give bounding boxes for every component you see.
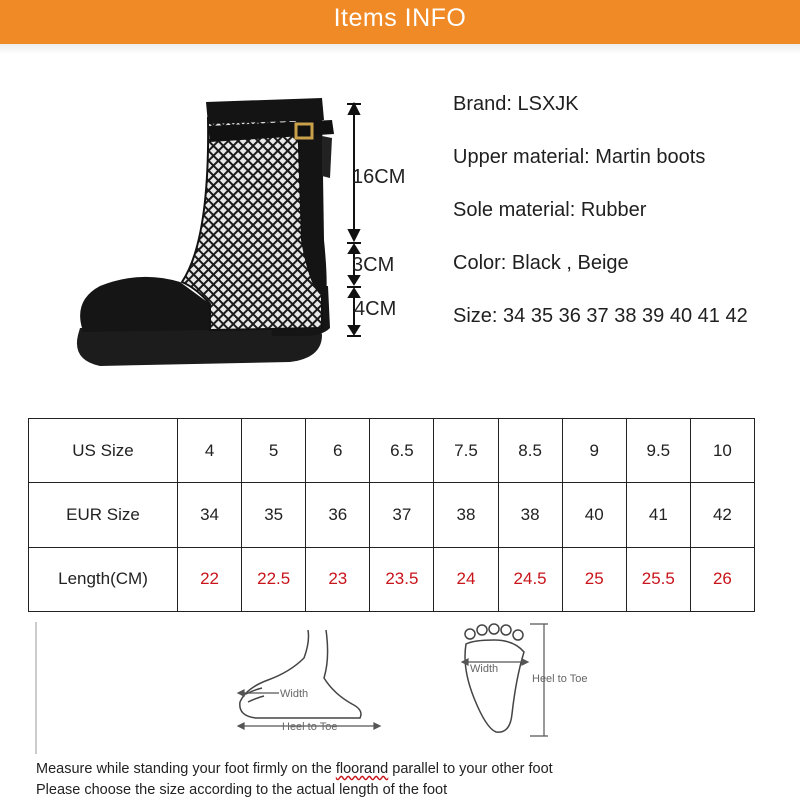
table-cell: 8.5 <box>498 419 562 483</box>
header-banner <box>0 0 800 44</box>
page-title: Items INFO <box>333 4 467 32</box>
boot-image <box>60 90 430 380</box>
top-foot-icon <box>465 624 524 732</box>
table-row-eur <box>29 483 755 547</box>
table-cell: 38 <box>434 483 498 547</box>
platform-height-label: 3CM <box>352 254 395 276</box>
side-width-label: Width <box>280 688 309 700</box>
misspelled-word: floorand <box>335 761 389 777</box>
table-cell: 4 <box>178 419 242 483</box>
table-cell: 24 <box>434 547 498 611</box>
table-cell: 6 <box>306 419 370 483</box>
size-choice-note: Please choose the size according to the actual length of the foot <box>36 782 448 798</box>
table-cell: 22.5 <box>242 547 306 611</box>
table-cell: 36 <box>306 483 370 547</box>
top-width-label: Width <box>470 663 499 675</box>
spec-size: Size: 34 35 36 37 38 39 40 41 42 <box>453 305 748 327</box>
table-row-us <box>29 419 755 483</box>
table-cell: 7.5 <box>434 419 498 483</box>
table-cell: 40 <box>562 483 626 547</box>
top-length-label: Heel to Toe <box>532 673 588 685</box>
table-row-length <box>29 547 755 611</box>
table-cell: 24.5 <box>498 547 562 611</box>
shaft-height-label: 16CM <box>352 166 406 188</box>
table-cell: 25 <box>562 547 626 611</box>
table-cell: 10 <box>690 419 754 483</box>
product-specs <box>453 90 793 355</box>
table-cell: 9.5 <box>626 419 690 483</box>
table-cell: 23 <box>306 547 370 611</box>
spec-upper-material: Upper material: Martin boots <box>453 146 706 168</box>
spec-brand: Brand: LSXJK <box>453 93 579 115</box>
foot-measure-diagram <box>34 618 764 758</box>
table-cell: 41 <box>626 483 690 547</box>
table-cell: 9 <box>562 419 626 483</box>
size-table <box>28 418 755 612</box>
spec-sole-material: Sole material: Rubber <box>453 199 647 221</box>
spec-color: Color: Black , Beige <box>453 252 629 274</box>
table-cell: 34 <box>178 483 242 547</box>
table-cell: 38 <box>498 483 562 547</box>
table-cell: 37 <box>370 483 434 547</box>
row-header: EUR Size <box>29 483 178 547</box>
heel-height-label: 4CM <box>354 298 397 320</box>
row-header: US Size <box>29 419 178 483</box>
header-shadow <box>0 44 800 54</box>
table-cell: 35 <box>242 483 306 547</box>
row-header: Length(CM) <box>29 547 178 611</box>
side-foot-icon <box>240 630 361 718</box>
side-length-label: Heel to Toe <box>282 721 338 733</box>
table-cell: 5 <box>242 419 306 483</box>
table-cell: 25.5 <box>626 547 690 611</box>
table-cell: 26 <box>690 547 754 611</box>
table-cell: 22 <box>178 547 242 611</box>
table-cell: 23.5 <box>370 547 434 611</box>
boot-illustration <box>60 90 430 380</box>
table-cell: 42 <box>690 483 754 547</box>
table-cell: 6.5 <box>370 419 434 483</box>
measure-note: Measure while standing your foot firmly on the floorand parallel to your other foot <box>36 761 553 777</box>
